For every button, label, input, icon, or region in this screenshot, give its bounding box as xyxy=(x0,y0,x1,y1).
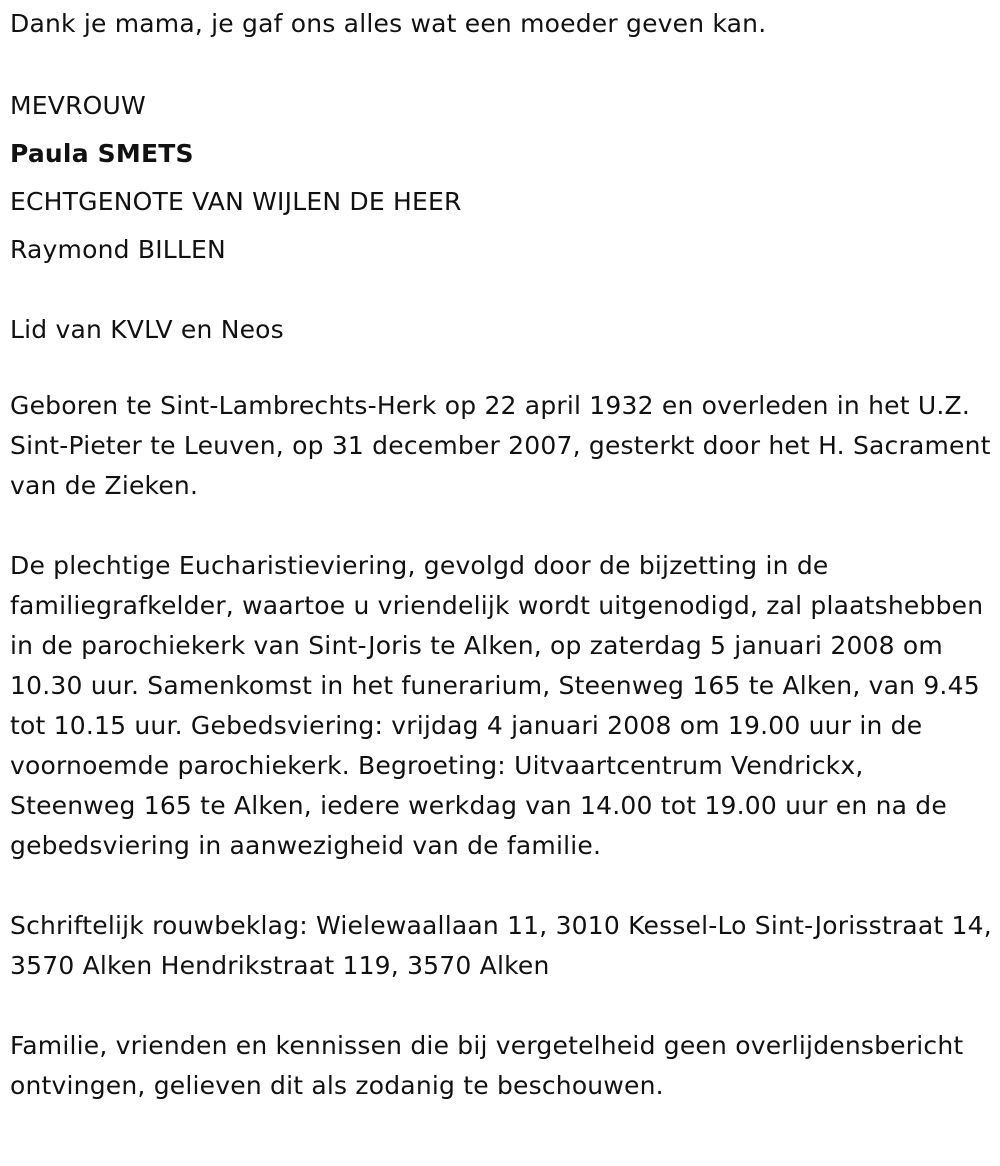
title-prefix: MEVROUW xyxy=(10,91,146,120)
membership-text: Lid van KVLV en Neos xyxy=(10,315,284,344)
spouse-title: ECHTGENOTE VAN WIJLEN DE HEER xyxy=(10,187,462,216)
obituary-notice xyxy=(10,0,996,1106)
birth-death-paragraph: Geboren te Sint-Lambrechts-Herk op 22 april 1932 en overleden in het U.Z. Sint-Pieter te Leuven, op 31 december 2007, gesterkt door het H. Sacrament van de Zieken. xyxy=(10,391,991,500)
spouse-name: Raymond BILLEN xyxy=(10,235,226,264)
spacer xyxy=(10,866,996,906)
spacer xyxy=(10,48,996,82)
condolence-paragraph: Schriftelijk rouwbeklag: Wielewaallaan 11, 3010 Kessel-Lo Sint-Jorisstraat 14, 3570 Alken Hendrikstraat 119, 3570 Alken xyxy=(10,911,992,980)
deceased-name: Paula SMETS xyxy=(10,139,194,168)
spacer xyxy=(10,354,996,386)
spacer xyxy=(10,986,996,1026)
spacer xyxy=(10,274,996,306)
ceremony-paragraph: De plechtige Eucharistieviering, gevolgd door de bijzetting in de familiegrafkelder, waartoe u vriendelijk wordt uitgenodigd, zal plaatshebben in de parochiekerk van Sint-Joris te Alken, op zaterdag 5 januari 2008 om 10.30 uur. Samenkomst in het funerarium, Steenweg 165 te Alken, van 9.45 tot 10.15 uur. Gebedsviering: vrijdag 4 januari 2008 om 19.00 uur in de voornoemde parochiekerk. Begroeting: Uitvaartcentrum Vendrickx, Steenweg 165 te Alken, iedere werkdag van 14.00 tot 19.00 uur en na de gebedsviering in aanwezigheid van de familie. xyxy=(10,551,984,860)
closing-paragraph: Familie, vrienden en kennissen die bij vergetelheid geen overlijdensbericht ontvingen, gelieven dit als zodanig te beschouwen. xyxy=(10,1031,964,1100)
intro-text: Dank je mama, je gaf ons alles wat een moeder geven kan. xyxy=(10,9,767,38)
spacer xyxy=(10,506,996,546)
